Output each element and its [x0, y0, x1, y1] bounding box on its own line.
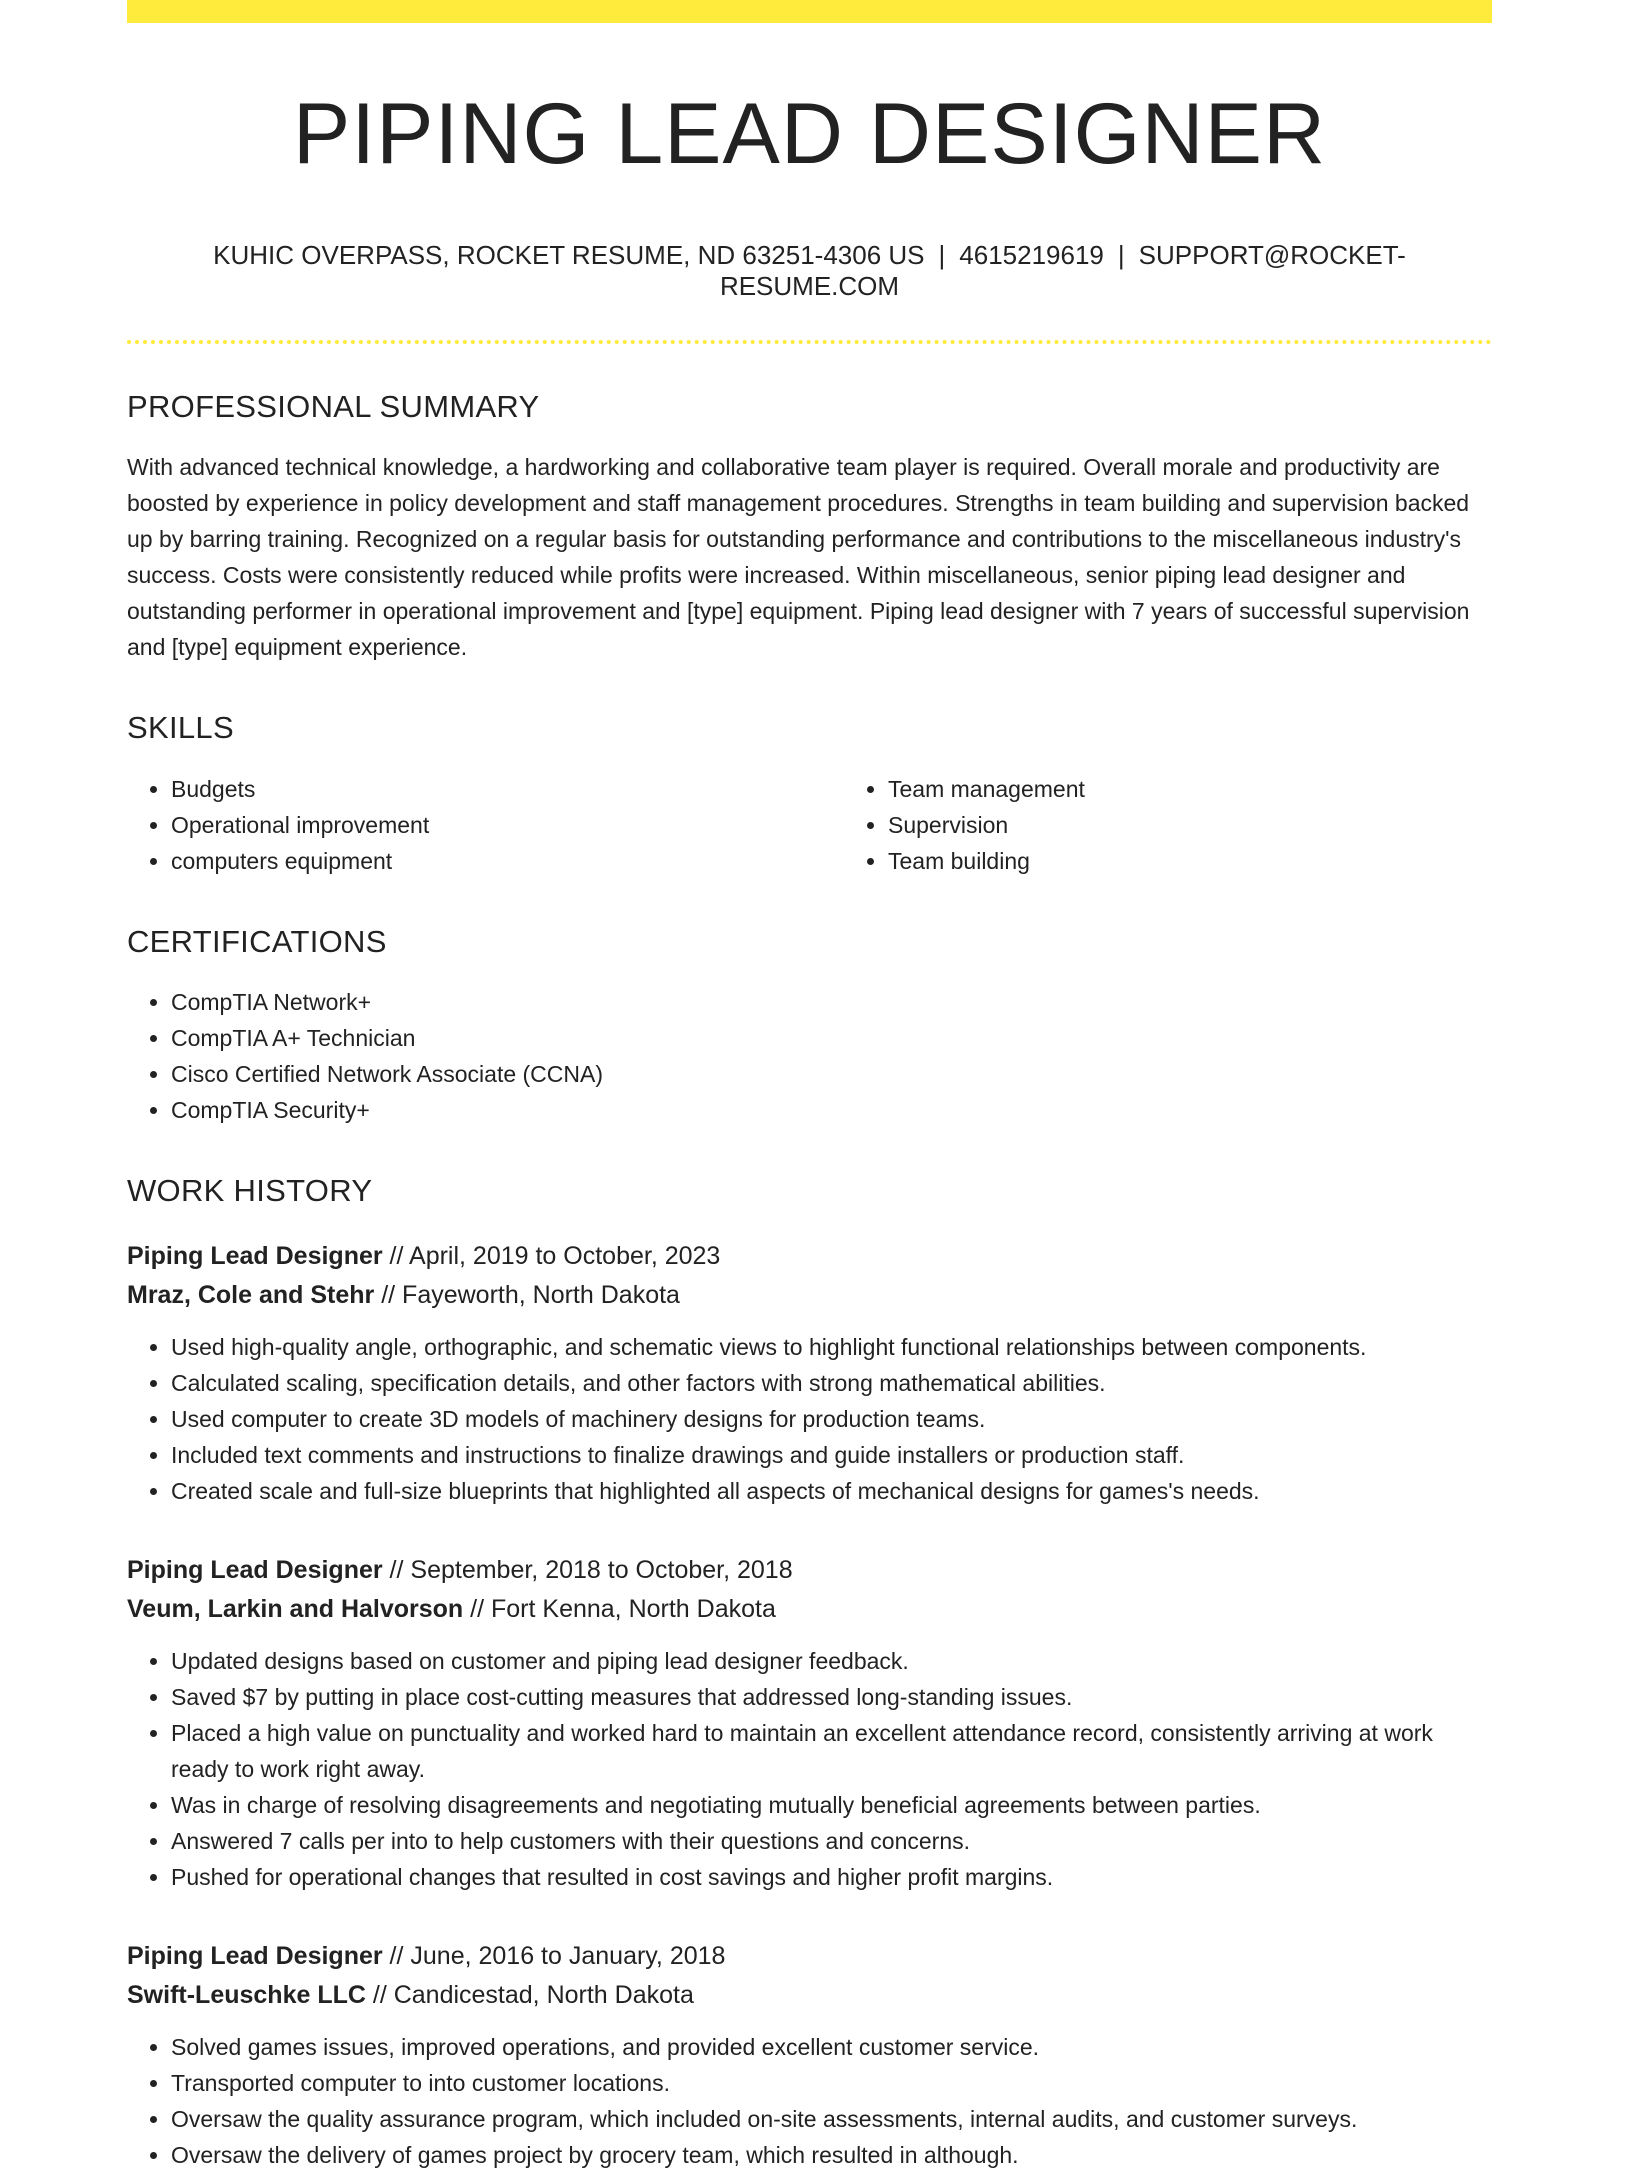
job-title-line — [127, 1551, 1492, 1590]
skill-item: • Operational improvement — [171, 807, 844, 843]
job-title-line — [127, 1937, 1492, 1976]
contact-address: KUHIC OVERPASS, ROCKET RESUME, ND 63251-4306 US — [213, 239, 925, 270]
skill-item: • Team building — [888, 843, 1561, 879]
certification-item: • CompTIA Security+ — [171, 1092, 1492, 1128]
job-entry — [127, 1551, 1492, 1895]
skills-grid — [127, 771, 1492, 879]
job-company-line — [127, 1590, 1492, 1629]
skill-item: • computers equipment — [171, 843, 844, 879]
certification-item: • CompTIA Network+ — [171, 984, 1492, 1020]
certification-item: • CompTIA A+ Technician — [171, 1020, 1492, 1056]
job-bullet: • Updated designs based on customer and piping lead designer feedback. — [171, 1643, 1492, 1679]
summary-text: With advanced technical knowledge, a hardworking and collaborative team player is required. Overall morale and productivity are boosted by experience in policy development and staff management procedures. Strengths in team building and supervision backed up by barring training. Recognized on a regular basis for outstanding performance and contributions to the miscellaneous industry's success. Costs were consistently reduced while profits were increased. Within miscellaneous, senior piping lead designer and outstanding performer in operational improvement and [type] equipment. Piping lead designer with 7 years of successful supervision and [type] equipment experience. — [127, 454, 1470, 661]
work-history-heading: WORK HISTORY — [127, 1172, 373, 1208]
header-divider — [127, 340, 1492, 344]
job-title: Piping Lead Designer — [127, 1242, 383, 1271]
job-location: // Candicestad, North Dakota — [365, 1981, 694, 2010]
job-company-line — [127, 1976, 1492, 2015]
resume-page — [127, 0, 1492, 2173]
job-location: // Fayeworth, North Dakota — [374, 1281, 680, 1310]
job-dates: // April, 2019 to October, 2023 — [382, 1242, 721, 1271]
skill-item: • Supervision — [888, 807, 1561, 843]
skills-heading: SKILLS — [127, 710, 234, 746]
job-bullets — [127, 1643, 1492, 1895]
contact-separator: | — [938, 239, 946, 270]
certifications-list — [127, 984, 1492, 1128]
job-entry — [127, 1937, 1492, 2173]
skills-list-left — [127, 771, 844, 879]
skill-item: • Team management — [888, 771, 1561, 807]
job-bullet: • Transported computer to into customer locations. — [171, 2065, 1492, 2101]
job-title: Piping Lead Designer — [127, 1556, 383, 1585]
job-entry — [127, 1237, 1492, 1509]
certifications-heading: CERTIFICATIONS — [127, 923, 387, 959]
job-bullet: • Oversaw the quality assurance program, which included on-site assessments, internal audits, and customer surveys. — [171, 2101, 1492, 2137]
job-bullet: • Saved $7 by putting in place cost-cutting measures that addressed long-standing issues. — [171, 1679, 1492, 1715]
summary-heading: PROFESSIONAL SUMMARY — [127, 389, 540, 425]
job-location: // Fort Kenna, North Dakota — [463, 1595, 776, 1624]
job-title-line — [127, 1237, 1492, 1276]
contact-phone: 4615219619 — [959, 239, 1104, 270]
job-bullet: • Used computer to create 3D models of machinery designs for production teams. — [171, 1401, 1492, 1437]
job-company: Mraz, Cole and Stehr — [127, 1281, 375, 1310]
job-bullets — [127, 2029, 1492, 2173]
job-bullet: • Included text comments and instructions to finalize drawings and guide installers or production staff. — [171, 1437, 1492, 1473]
job-bullet: • Created scale and full-size blueprints that highlighted all aspects of mechanical designs for games's needs. — [171, 1473, 1492, 1509]
top-accent-bar — [127, 0, 1492, 23]
job-bullet: • Calculated scaling, specification details, and other factors with strong mathematical abilities. — [171, 1365, 1492, 1401]
job-bullet: • Placed a high value on punctuality and worked hard to maintain an excellent attendance record, consistently arriving at work ready to work right away. — [171, 1715, 1492, 1787]
job-bullet: • Was in charge of resolving disagreements and negotiating mutually beneficial agreements between parties. — [171, 1787, 1492, 1823]
resume-title: PIPING LEAD DESIGNER — [292, 86, 1327, 182]
job-dates: // September, 2018 to October, 2018 — [382, 1556, 793, 1585]
skill-item: • Budgets — [171, 771, 844, 807]
contact-separator: | — [1117, 239, 1125, 270]
job-bullet: • Answered 7 calls per into to help customers with their questions and concerns. — [171, 1823, 1492, 1859]
job-bullet: • Solved games issues, improved operations, and provided excellent customer service. — [171, 2029, 1492, 2065]
contact-line — [127, 240, 1492, 302]
contact-email: SUPPORT@ROCKET-RESUME.COM — [719, 239, 1406, 302]
job-bullet: • Used high-quality angle, orthographic, and schematic views to highlight functional relationships between components. — [171, 1329, 1492, 1365]
job-company: Swift-Leuschke LLC — [127, 1981, 366, 2010]
skills-list-right — [844, 771, 1561, 879]
job-company-line — [127, 1276, 1492, 1315]
job-title: Piping Lead Designer — [127, 1942, 383, 1971]
job-bullet: • Oversaw the delivery of games project by grocery team, which resulted in although. — [171, 2137, 1492, 2173]
certification-item: • Cisco Certified Network Associate (CCNA) — [171, 1056, 1492, 1092]
job-bullets — [127, 1329, 1492, 1509]
job-company: Veum, Larkin and Halvorson — [127, 1595, 464, 1624]
job-dates: // June, 2016 to January, 2018 — [382, 1942, 726, 1971]
job-bullet: • Pushed for operational changes that resulted in cost savings and higher profit margins. — [171, 1859, 1492, 1895]
